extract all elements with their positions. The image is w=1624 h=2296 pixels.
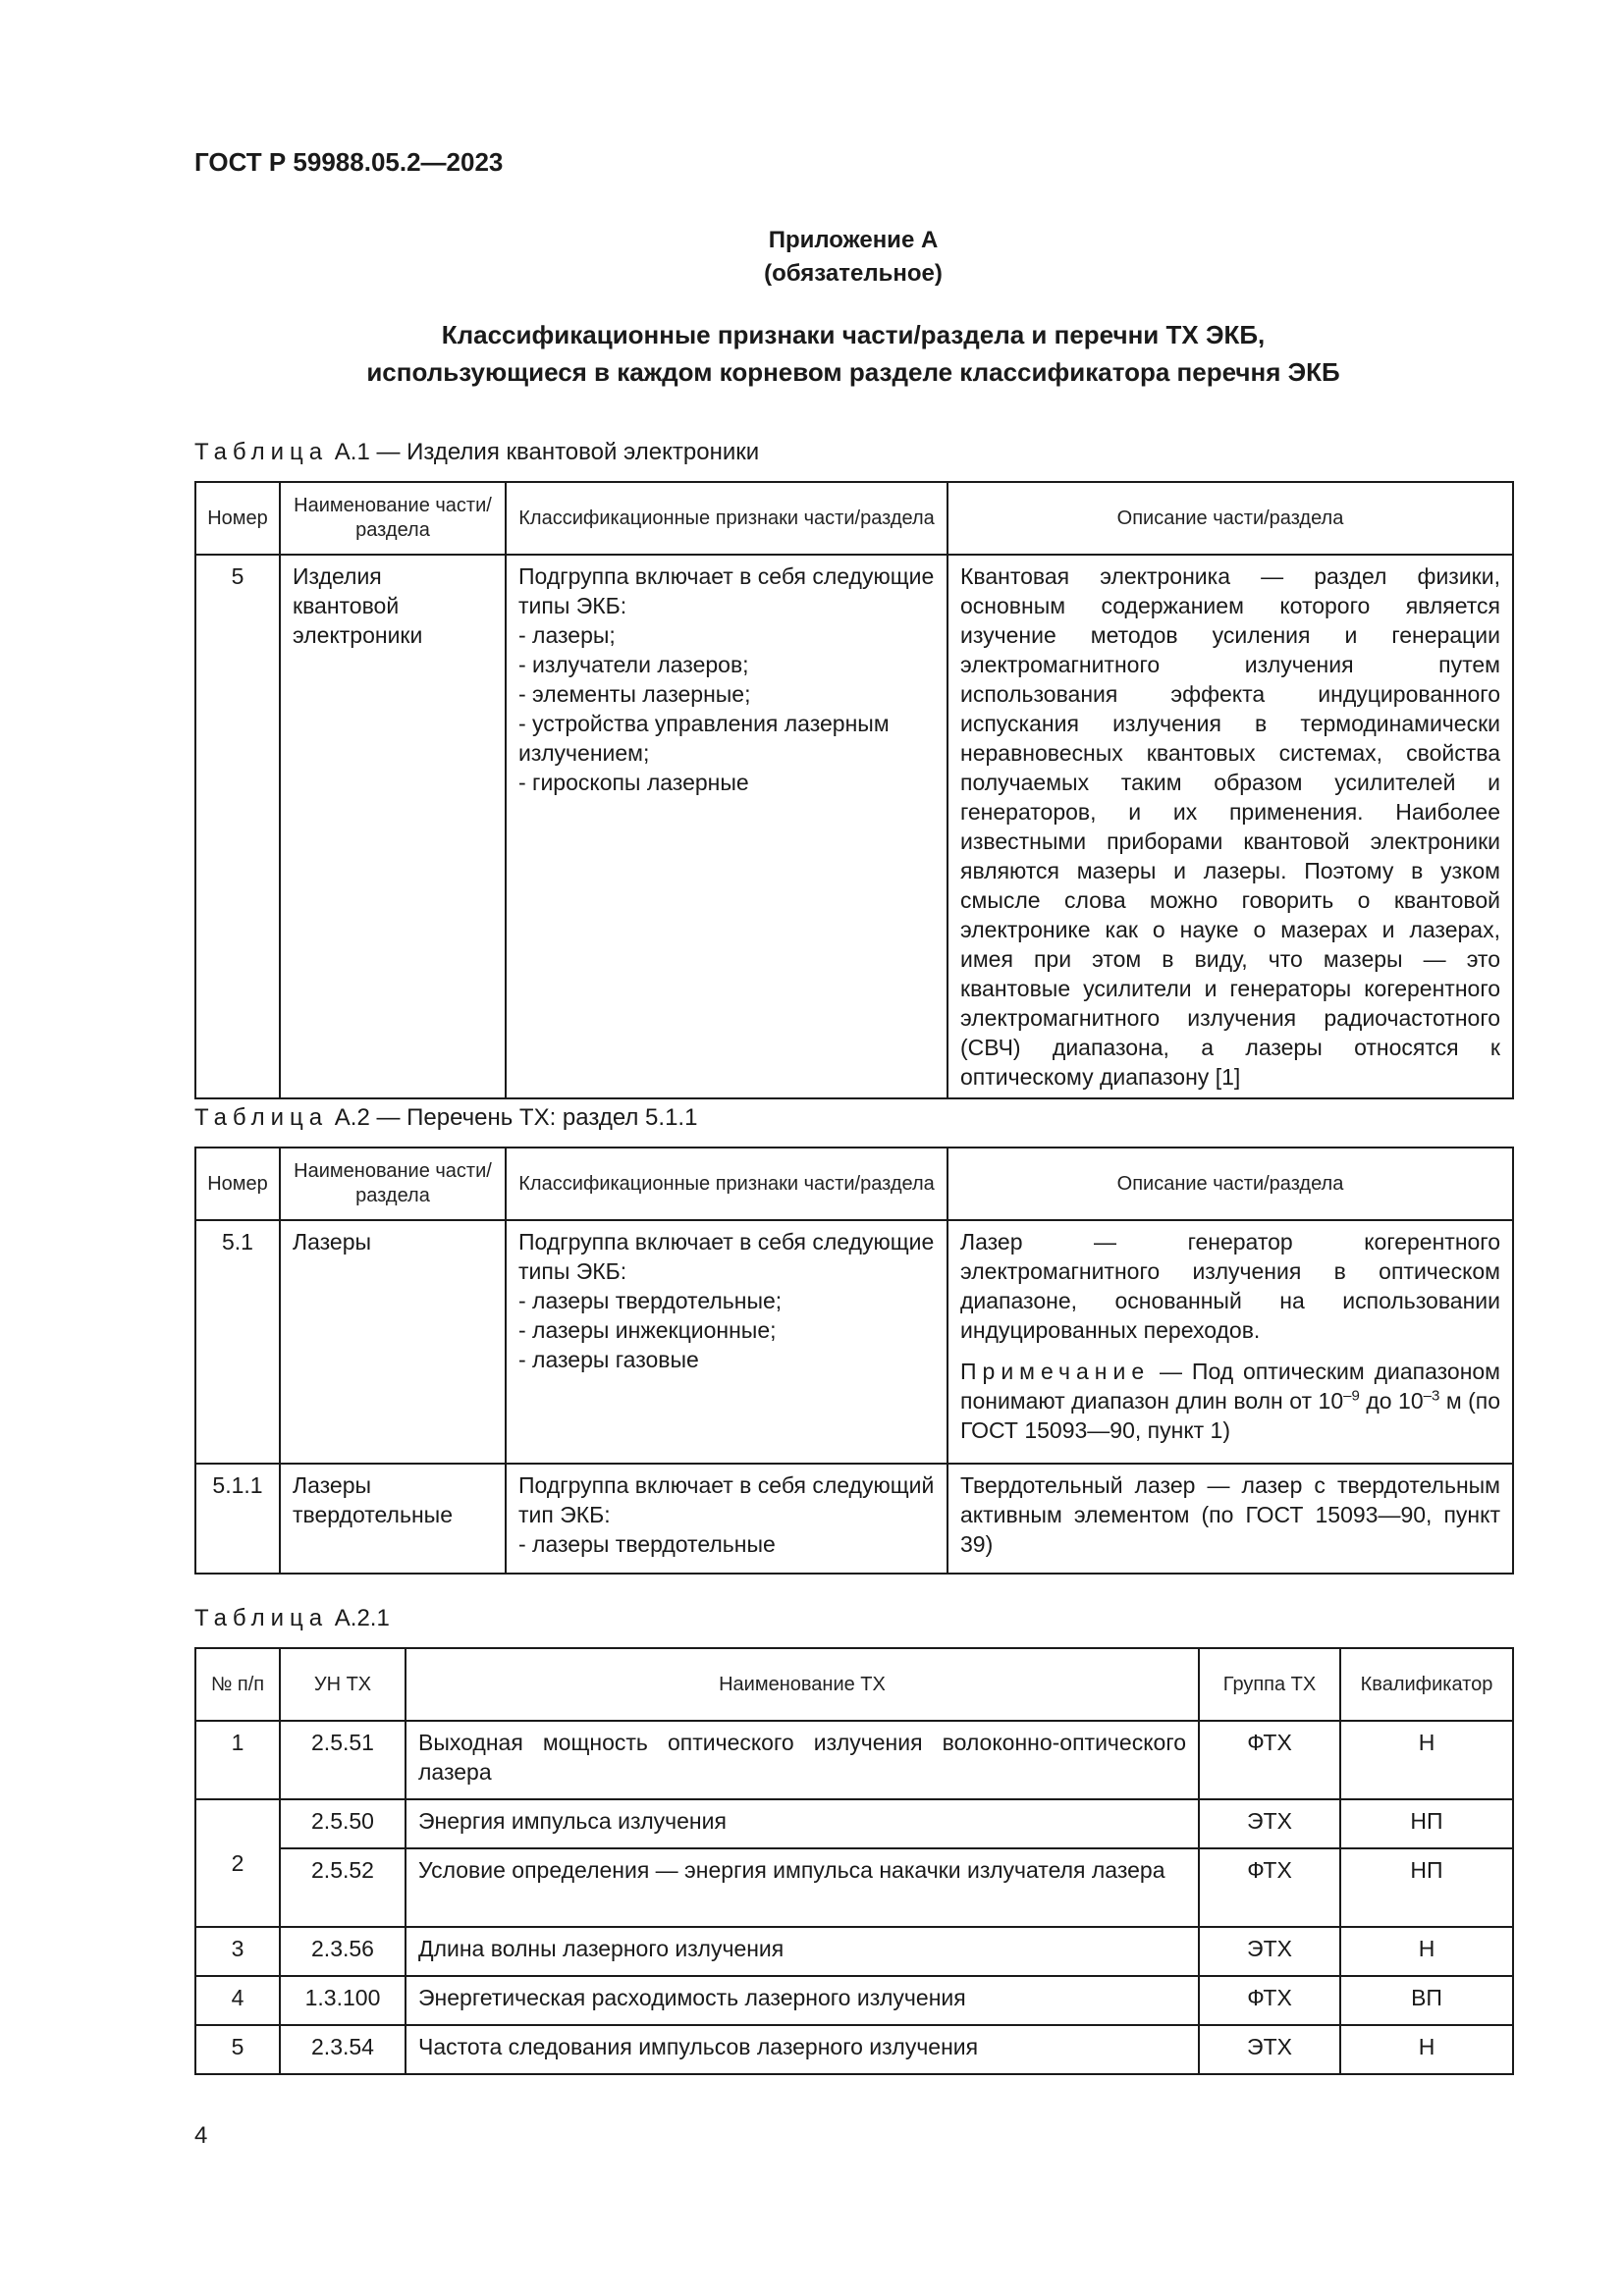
col-group-header: Группа ТХ xyxy=(1199,1648,1340,1721)
annex-title-line1: Классификационные признаки части/раздела и перечни ТХ ЭКБ, xyxy=(441,320,1266,349)
features-item: - лазеры твердотельные xyxy=(518,1531,776,1557)
row-features xyxy=(506,1220,947,1464)
cell-un: 2.5.50 xyxy=(280,1799,406,1848)
cell-un: 2.5.52 xyxy=(280,1848,406,1927)
features-item: - лазеры; xyxy=(518,622,616,648)
cell-qual: Н xyxy=(1340,2025,1513,2074)
row-name: Изделия квантовой электроники xyxy=(280,555,506,1098)
col-features-header: Классификационные признаки части/раздела xyxy=(506,482,947,555)
cell-num: 1 xyxy=(195,1721,280,1799)
annex-heading xyxy=(194,224,1512,291)
page-number: 4 xyxy=(194,2122,208,2149)
col-name-header: Наименование части/раздела xyxy=(280,482,506,555)
cell-group: ЭТХ xyxy=(1199,2025,1340,2074)
annex-title xyxy=(194,316,1512,391)
cell-qual: Н xyxy=(1340,1927,1513,1976)
cell-qual: НП xyxy=(1340,1799,1513,1848)
cell-un: 2.3.56 xyxy=(280,1927,406,1976)
table-row xyxy=(195,1848,1513,1927)
col-name-header: Наименование ТХ xyxy=(406,1648,1199,1721)
document-header: ГОСТ Р 59988.05.2—2023 xyxy=(194,147,504,177)
features-intro: Подгруппа включает в себя следующий тип ЭКБ: xyxy=(518,1472,935,1527)
caption-text: А.2 — Перечень ТХ: раздел 5.1.1 xyxy=(334,1104,698,1131)
col-features-header: Классификационные признаки части/раздела xyxy=(506,1148,947,1220)
caption-text: А.1 — Изделия квантовой электроники xyxy=(334,439,760,465)
note-exponent: –9 xyxy=(1343,1387,1360,1405)
features-item: - лазеры твердотельные; xyxy=(518,1288,783,1313)
features-item: - лазеры инжекционные; xyxy=(518,1317,777,1343)
row-features xyxy=(506,1464,947,1574)
cell-name: Энергетическая расходимость лазерного излучения xyxy=(406,1976,1199,2025)
row-number: 5.1 xyxy=(195,1220,280,1464)
row-description xyxy=(947,1220,1513,1464)
features-item: - гироскопы лазерные xyxy=(518,770,749,795)
features-intro: Подгруппа включает в себя следующие типы ЭКБ: xyxy=(518,563,935,618)
caption-text: А.2.1 xyxy=(334,1605,390,1631)
annex-title-line2: использующиеся в каждом корневом разделе классификатора перечня ЭКБ xyxy=(366,357,1340,387)
row-name: Лазеры xyxy=(280,1220,506,1464)
cell-qual: Н xyxy=(1340,1721,1513,1799)
cell-group: ФТХ xyxy=(1199,1976,1340,2025)
table-a21 xyxy=(194,1647,1514,2075)
cell-group: ЭТХ xyxy=(1199,1799,1340,1848)
note-exponent: –3 xyxy=(1423,1387,1440,1405)
caption-word: Таблица xyxy=(194,1104,329,1131)
table-row xyxy=(195,1220,1513,1464)
caption-word: Таблица xyxy=(194,439,329,465)
table-row xyxy=(195,1464,1513,1574)
col-number-header: Номер xyxy=(195,1148,280,1220)
col-description-header: Описание части/раздела xyxy=(947,1148,1513,1220)
cell-num: 2 xyxy=(195,1799,280,1927)
features-item: - лазеры газовые xyxy=(518,1347,699,1372)
cell-un: 2.5.51 xyxy=(280,1721,406,1799)
cell-group: ФТХ xyxy=(1199,1848,1340,1927)
cell-group: ЭТХ xyxy=(1199,1927,1340,1976)
table-a21-caption xyxy=(194,1605,390,1632)
cell-un: 2.3.54 xyxy=(280,2025,406,2074)
features-item: - излучатели лазеров; xyxy=(518,652,749,677)
note-label: Примечание xyxy=(960,1359,1151,1384)
table-row xyxy=(195,1927,1513,1976)
row-description: Квантовая электроника — раздел физики, основным содержанием которого является изучение методов усиления и генерации электромагнитного излучения путем использования эффекта индуцированного испускания излучения в термодинамически неравновесных квантовых системах, свойства получаемых таким образом усилителей и генераторов, и их применения. Наиболее известными приборами квантовой электроники являются мазеры и лазеры. Поэтому в узком смысле слова можно говорить о квантовой электронике как о науке о мазерах и лазерах, имея при этом в виду, что мазеры — это квантовые усилители и генераторы когерентного электромагнитного излучения радиочастотного (СВЧ) диапазона, а лазеры относятся к оптическому диапазону [1] xyxy=(947,555,1513,1098)
cell-name: Длина волны лазерного излучения xyxy=(406,1927,1199,1976)
col-qual-header: Квалификатор xyxy=(1340,1648,1513,1721)
table-row xyxy=(195,2025,1513,2074)
col-description-header: Описание части/раздела xyxy=(947,482,1513,555)
note-text: — Под оптическим диапазоном понимают диапазон длин волн от 10 xyxy=(960,1359,1500,1414)
annex-name: Приложение А xyxy=(768,227,939,253)
col-un-header: УН ТХ xyxy=(280,1648,406,1721)
note-end: м (по ГОСТ 15093—90, пункт 1) xyxy=(960,1388,1501,1443)
table-row xyxy=(195,1976,1513,2025)
cell-qual: ВП xyxy=(1340,1976,1513,2025)
row-name: Лазеры твердотельные xyxy=(280,1464,506,1574)
table-a2 xyxy=(194,1147,1514,1575)
table-row xyxy=(195,1799,1513,1848)
cell-qual: НП xyxy=(1340,1848,1513,1927)
cell-name: Условие определения — энергия импульса накачки излучателя лазера xyxy=(406,1848,1199,1927)
cell-num: 5 xyxy=(195,2025,280,2074)
cell-num: 3 xyxy=(195,1927,280,1976)
cell-group: ФТХ xyxy=(1199,1721,1340,1799)
table-a1-caption xyxy=(194,439,759,466)
table-a1 xyxy=(194,481,1514,1099)
features-item: - элементы лазерные; xyxy=(518,681,751,707)
row-number: 5.1.1 xyxy=(195,1464,280,1574)
row-description: Твердотельный лазер — лазер с твердотельным активным элементом (по ГОСТ 15093—90, пункт 39) xyxy=(947,1464,1513,1574)
table-row xyxy=(195,555,1513,1098)
cell-name: Энергия импульса излучения xyxy=(406,1799,1199,1848)
cell-num: 4 xyxy=(195,1976,280,2025)
features-item: - устройства управления лазерным излучением; xyxy=(518,711,890,766)
cell-name: Частота следования импульсов лазерного излучения xyxy=(406,2025,1199,2074)
col-name-header: Наименование части/раздела xyxy=(280,1148,506,1220)
table-a2-caption xyxy=(194,1104,697,1132)
description-text: Лазер — генератор когерентного электромагнитного излучения в оптическом диапазоне, основанный на использовании индуцированных переходов. xyxy=(960,1229,1500,1343)
caption-word: Таблица xyxy=(194,1605,329,1631)
features-intro: Подгруппа включает в себя следующие типы ЭКБ: xyxy=(518,1229,935,1284)
cell-un: 1.3.100 xyxy=(280,1976,406,2025)
table-row xyxy=(195,1721,1513,1799)
row-features xyxy=(506,555,947,1098)
note-mid: до 10 xyxy=(1366,1388,1424,1414)
col-num-header: № п/п xyxy=(195,1648,280,1721)
annex-status: (обязательное) xyxy=(764,260,943,287)
row-number: 5 xyxy=(195,555,280,1098)
description-note xyxy=(960,1357,1500,1445)
col-number-header: Номер xyxy=(195,482,280,555)
cell-name: Выходная мощность оптического излучения волоконно-оптического лазера xyxy=(406,1721,1199,1799)
